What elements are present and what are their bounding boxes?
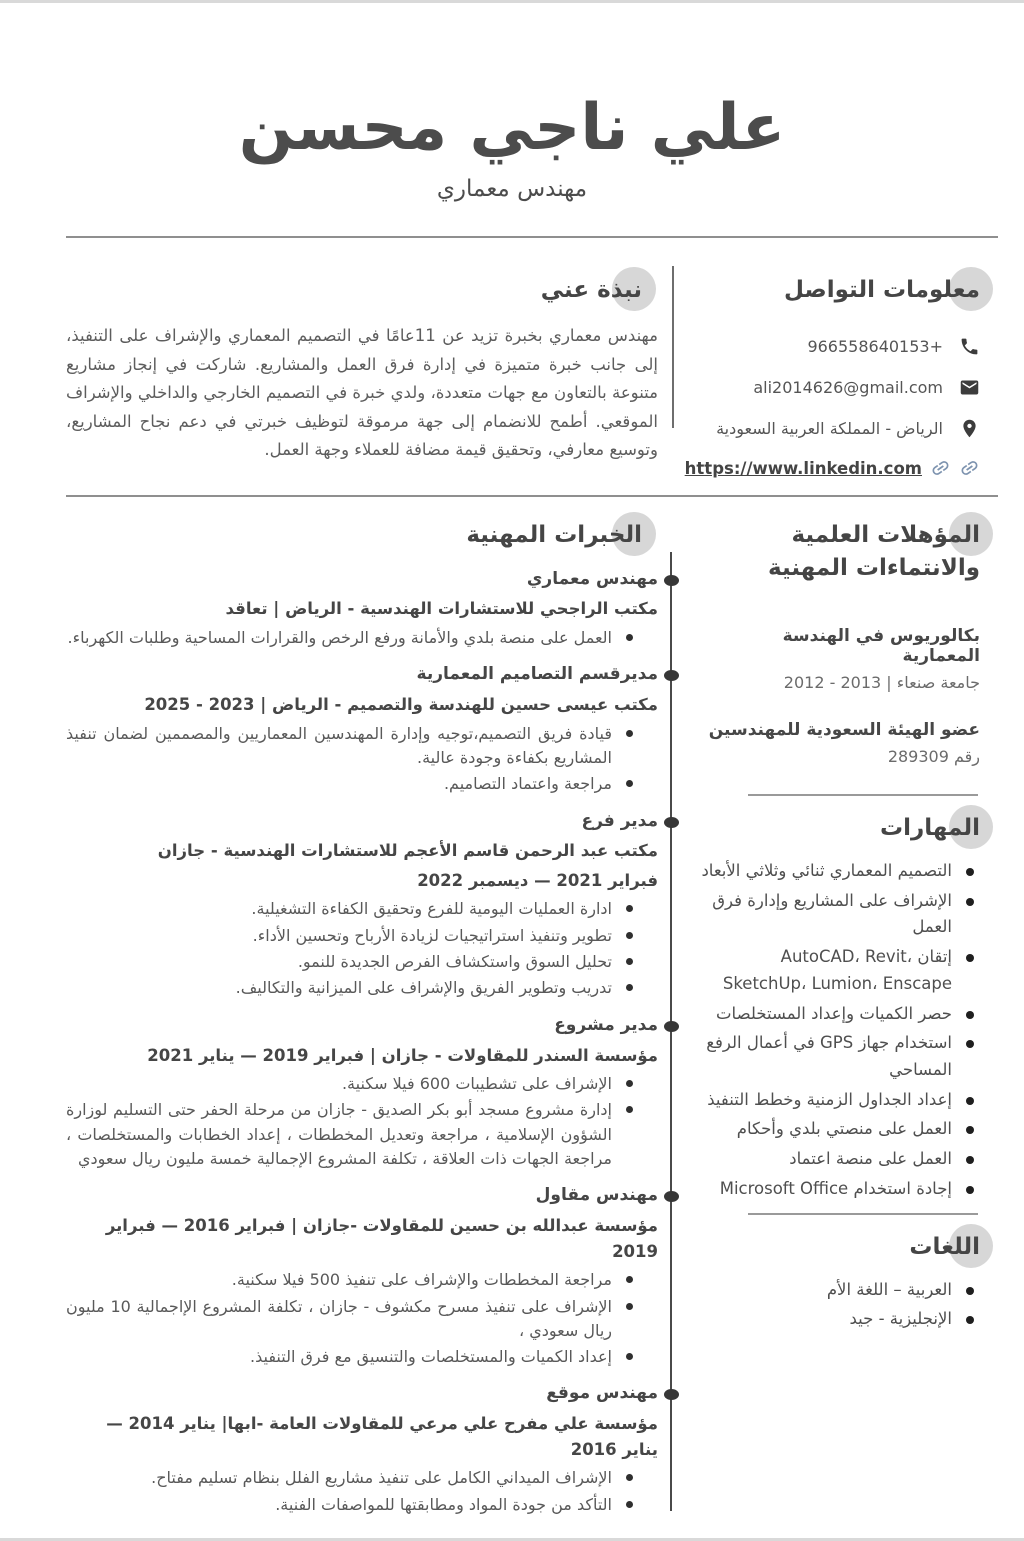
experience-heading: الخبرات المهنية (66, 519, 658, 551)
contact-email-row (700, 375, 980, 399)
job-duties (66, 897, 658, 1000)
language-item: الإنجليزية - جيد (700, 1306, 980, 1333)
job-duty: الإشراف على تشطيبات 600 فيلا سكنية. (66, 1072, 658, 1096)
top-section (66, 238, 998, 495)
job-duty: تدريب وتطوير الفريق والإشراف على الميزانية والتكاليف. (66, 976, 658, 1000)
job-organization: مكتب عبد الرحمن قاسم الأعجم للاستشارات الهندسية - جازان (157, 841, 658, 861)
email-address: ali2014626@gmail.com (753, 377, 943, 397)
skill-item: إجادة استخدام Microsoft Office (700, 1176, 980, 1203)
job-entry (66, 663, 658, 796)
qualifications-section (700, 519, 980, 795)
job-organization: مؤسسة السندر للمقاولات - جازان | فبراير 2019 — يناير 2021 (147, 1045, 658, 1065)
job-duty: التأكد من جودة المواد ومطابقتها للمواصفات الفنية. (66, 1493, 658, 1517)
contact-phone-row (700, 334, 980, 358)
languages-list (700, 1277, 980, 1333)
person-name: علي ناجي محسن (238, 91, 786, 165)
sidebar (700, 519, 998, 1530)
qualification-item (700, 626, 980, 692)
skills-heading: المهارات (700, 812, 980, 844)
skill-item: العمل على منصة اعتماد (700, 1146, 980, 1173)
job-title: مدير فرع (581, 810, 658, 831)
location-text: الرياض - المملكة العربية السعودية (716, 418, 943, 438)
job-entry (66, 1382, 658, 1517)
job-duty: الإشراف على تنفيذ مسرح مكشوف - جازان ، تكلفة المشروع الإاجمالية 10 مليون ريال سعودي ، (66, 1295, 658, 1344)
skill-item: العمل على منصتي بلدي وأحكام (700, 1116, 980, 1143)
languages-section (700, 1231, 980, 1334)
job-entry (66, 1184, 658, 1369)
phone-number: +966558640153 (807, 336, 943, 356)
job-organization: مكتب الراجحي للاستشارات الهندسية - الرياض | تعاقد (225, 599, 658, 619)
job-duty: العمل على منصة بلدي والأمانة ورفع الرخص والقرارات المساحية وطلبات الكهرباء. (66, 626, 658, 650)
job-duties (66, 626, 658, 650)
skills-section (700, 812, 980, 1215)
job-entry (66, 568, 658, 651)
job-duty: مراجعة واعتماد التصاميم. (66, 772, 658, 796)
job-title: مديرقسم التصاميم المعمارية (416, 664, 658, 685)
job-duty: ادارة العمليات اليومية للفرع وتحقيق الكفاءة التشغيلية. (66, 897, 658, 921)
skill-item: إتقان AutoCAD، Revit، SketchUp، Lumion، Enscape (700, 944, 980, 997)
phone-icon (959, 336, 980, 357)
bottom-section (66, 497, 998, 1530)
chain-link-icon (930, 457, 951, 479)
qualification-title: بكالوريوس في الهندسة المعمارية (782, 625, 980, 666)
job-title: مهندس معماري (526, 568, 658, 589)
contact-rows (684, 334, 980, 479)
skill-item: التصميم المعماري ثنائي وثلاثي الأبعاد (700, 858, 980, 885)
qualification-title: عضو الهيئة السعودية للمهندسين (708, 719, 980, 740)
skills-list (700, 858, 980, 1203)
skill-item: حصر الكميات وإعداد المستخلصات (700, 1001, 980, 1028)
qualifications-heading: المؤهلات العلمية والانتماءات المهنية (762, 519, 980, 583)
timeline-dot-icon (664, 575, 679, 586)
job-duties (66, 1268, 658, 1369)
about-text: مهندس معماري بخبرة تزيد عن 11عامًا في التصميم المعماري والإشراف على التنفيذ، إلى جانب خبرة متميزة في إدارة فرق العمل والمشاريع. شاركت في إنجاز مشاريع متنوعة بالتعاون مع جهات متعددة، ولدي خبرة في التصميم الخارجي والداخلي والإشراف الموقعي. أطمح للانضمام إلى جهة مرموقة لتوظيف خبرتي في دعم نجاح المشاريع، وتوسيع معارفي، وتحقيق قيمة مضافة للعملاء وجهة العمل. (66, 326, 659, 459)
contact-heading: معلومات التواصل (700, 274, 980, 306)
skill-item: الإشراف على المشاريع وإدارة فرق العمل (700, 888, 980, 941)
qualification-detail: رقم 289309 (887, 746, 980, 766)
job-entry (66, 1014, 658, 1172)
language-item: العربية – اللغة الأم (700, 1277, 980, 1304)
job-duty: تحليل السوق واستكشاف الفرص الجديدة للنمو. (66, 950, 658, 974)
about-section (66, 274, 658, 479)
sidebar-divider (748, 794, 978, 796)
contact-location-row (700, 416, 980, 440)
job-duties (66, 1466, 658, 1517)
person-job-title: مهندس معماري (436, 176, 588, 203)
skill-item: إعداد الجداول الزمنية وخطط التنفيذ (700, 1087, 980, 1114)
job-duty: إعداد الكميات والمستخلصات والتنسيق مع فرق التنفيذ. (66, 1345, 658, 1369)
job-title: مدير مشروع (554, 1014, 658, 1035)
job-entry (66, 810, 658, 1001)
envelope-icon (959, 377, 980, 398)
job-dates: فبراير 2021 — ديسمبر 2022 (417, 870, 658, 890)
contact-linkedin-row (684, 457, 980, 479)
timeline-dot-icon (664, 817, 679, 828)
linkedin-link[interactable]: https://www.linkedin.com (684, 458, 922, 478)
job-organization: مؤسسة علي مفرح علي مرعي للمقاولات العامة -ابها| يناير 2014 — يناير 2016 (106, 1414, 658, 1459)
job-organization: مكتب عيسى حسين للهندسة والتصميم - الرياض | 2023 - 2025 (144, 695, 658, 715)
location-pin-icon (959, 418, 980, 439)
resume-header (0, 87, 1024, 202)
qualification-item (700, 720, 980, 766)
sidebar-divider (748, 1213, 978, 1215)
experience-section (66, 519, 658, 1530)
job-title: مهندس مقاول (535, 1185, 658, 1206)
job-duty: الإشراف الميداني الكامل على تنفيذ مشاريع الفلل بنظام تسليم مفتاح. (66, 1466, 658, 1490)
job-duty: مراجعة المخططات والإشراف على تنفيذ 500 فيلا سكنية. (66, 1268, 658, 1292)
languages-heading: اللغات (700, 1231, 980, 1263)
timeline-dot-icon (664, 670, 679, 681)
job-duties (66, 1072, 658, 1171)
job-duties (66, 722, 658, 797)
job-duty: إدارة مشروع مسجد أبو بكر الصديق - جازان من مرحلة الحفر حتى التسليم لوزارة الشؤون الإسلامية ، مراجعة وتعديل المخططات ، إعداد الخطابات والمستخلصات ، مراجعة الجهات ذات العلاقة ، تكلفة المشروع الإجمالية خمسة مليون ريال سعودي (66, 1098, 658, 1171)
qualifications-list (700, 626, 980, 766)
job-title: مهندس موقع (546, 1383, 658, 1404)
skill-item: استخدام جهاز GPS في أعمال الرفع المساحي (700, 1030, 980, 1083)
qualification-detail: جامعة صنعاء | 2013 - 2012 (783, 672, 980, 692)
timeline-dot-icon (664, 1191, 679, 1202)
contact-section (684, 274, 998, 479)
timeline-dot-icon (664, 1389, 679, 1400)
jobs-timeline (66, 568, 658, 1517)
chain-link-icon (959, 457, 980, 479)
job-duty: تطوير وتنفيذ استراتيجيات لزيادة الأرباح وتحسين الأداء. (66, 924, 658, 948)
about-heading: نبذة عني (66, 274, 658, 306)
job-duty: قيادة فريق التصميم،توجيه وإدارة المهندسين المعماريين والمصممين لضمان تنفيذ المشاريع بكفاءة وجودة عالية. (66, 722, 658, 771)
timeline-dot-icon (664, 1021, 679, 1032)
job-organization: مؤسسة عبدالله بن حسين للمقاولات -جازان | فبراير 2016 — فبراير 2019 (105, 1216, 658, 1261)
column-divider (672, 266, 674, 428)
